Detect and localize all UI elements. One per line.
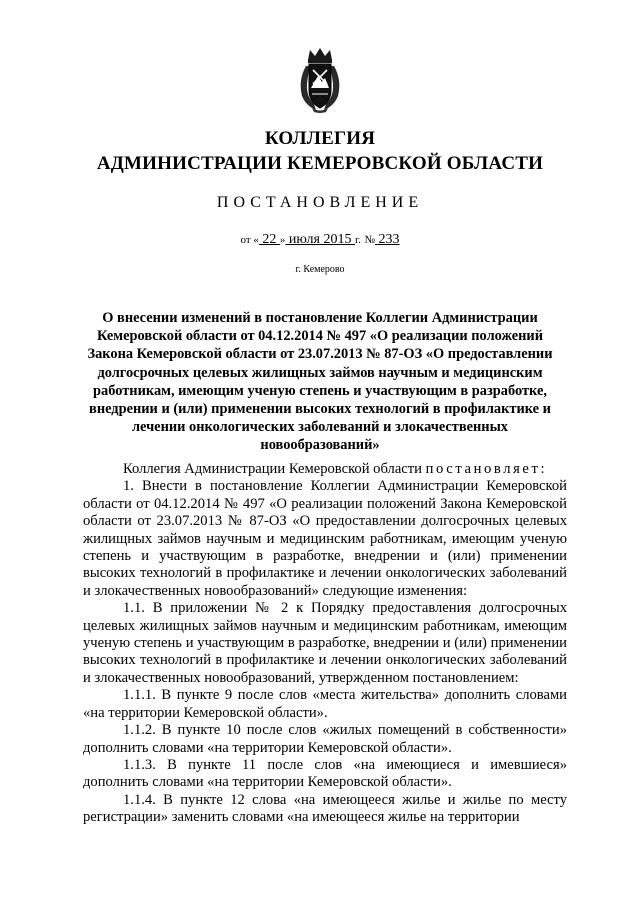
date-month-year: июля 2015 bbox=[285, 232, 355, 247]
organization-name-line1: КОЛЛЕГИЯ bbox=[264, 128, 376, 149]
decree-word: постановляет: bbox=[425, 461, 548, 477]
paragraph-1-1-3: 1.1.3. В пункте 11 после слов «на имеющиеся и имевшиеся» дополнить словами «на территории Кемеровской области». bbox=[83, 756, 567, 791]
date-separator: » bbox=[279, 234, 286, 246]
document-title: О внесении изменений в постановление Коллегии Администрации Кемеровской области от 04.12.2014 № 497 «О реализации положений Закона Кемеровской области от 23.07.2013 № 87-ОЗ «О предоставлении долгосрочных целевых жилищных займов научным и медицинским работникам, имеющим ученую степень и участвующим в разработке, внедрении и (или) применении высоких технологий в профилактике и лечении онкологических заболеваний и злокачественных новообразований» bbox=[87, 310, 553, 454]
paragraph-1-1-4: 1.1.4. В пункте 12 слова «на имеющееся жилье и жилье по месту регистрации» заменить словами «на имеющееся жилье на территории bbox=[83, 791, 567, 826]
intro-text: Коллегия Администрации Кемеровской области bbox=[123, 461, 426, 477]
paragraph-1-1-2: 1.1.2. В пункте 10 после слов «жилых помещений в собственности» дополнить словами «на территории Кемеровской области». bbox=[83, 722, 567, 756]
organization-name-line2: АДМИНИСТРАЦИИ КЕМЕРОВСКОЙ ОБЛАСТИ bbox=[96, 153, 544, 174]
paragraph-1-1: 1.1. В приложении № 2 к Порядку предоставления долгосрочных целевых жилищных займов научным и медицинским работникам, имеющим ученую степень и участвующим в разработке, внедрении и (или) применении высоких технологий в профилактике и лечении онкологических заболеваний и злокачественных новообразований, утвержденном постановлением: bbox=[83, 600, 567, 686]
number-sign: № bbox=[364, 234, 375, 246]
coat-of-arms-icon bbox=[296, 46, 344, 114]
document-date-line bbox=[0, 232, 640, 248]
document-number: 233 bbox=[374, 232, 400, 247]
paragraph-1: 1. Внести в постановление Коллегии Администрации Кемеровской области от 04.12.2014 № 497 «О реализации положений Закона Кемеровской области от 23.07.2013 № 87-ОЗ «О предоставлении долгосрочных целевых жилищных займов научным и медицинским работникам, имеющим ученую степень и участвующим в разработке, внедрении и (или) применении высоких технологий в профилактике и лечении онкологических заболеваний и злокачественных новообразований» следующие изменения: bbox=[83, 478, 567, 599]
date-day: 22 bbox=[258, 232, 280, 247]
date-prefix: от « bbox=[240, 234, 259, 246]
city-name: г. Кемерово bbox=[295, 264, 345, 275]
date-year-suffix: г. bbox=[354, 234, 361, 246]
intro-paragraph bbox=[83, 461, 567, 478]
document-type: ПОСТАНОВЛЕНИЕ bbox=[216, 194, 424, 211]
paragraph-1-1-1: 1.1.1. В пункте 9 после слов «места жительства» дополнить словами «на территории Кемеровской области». bbox=[83, 687, 567, 721]
document-body bbox=[83, 461, 567, 827]
